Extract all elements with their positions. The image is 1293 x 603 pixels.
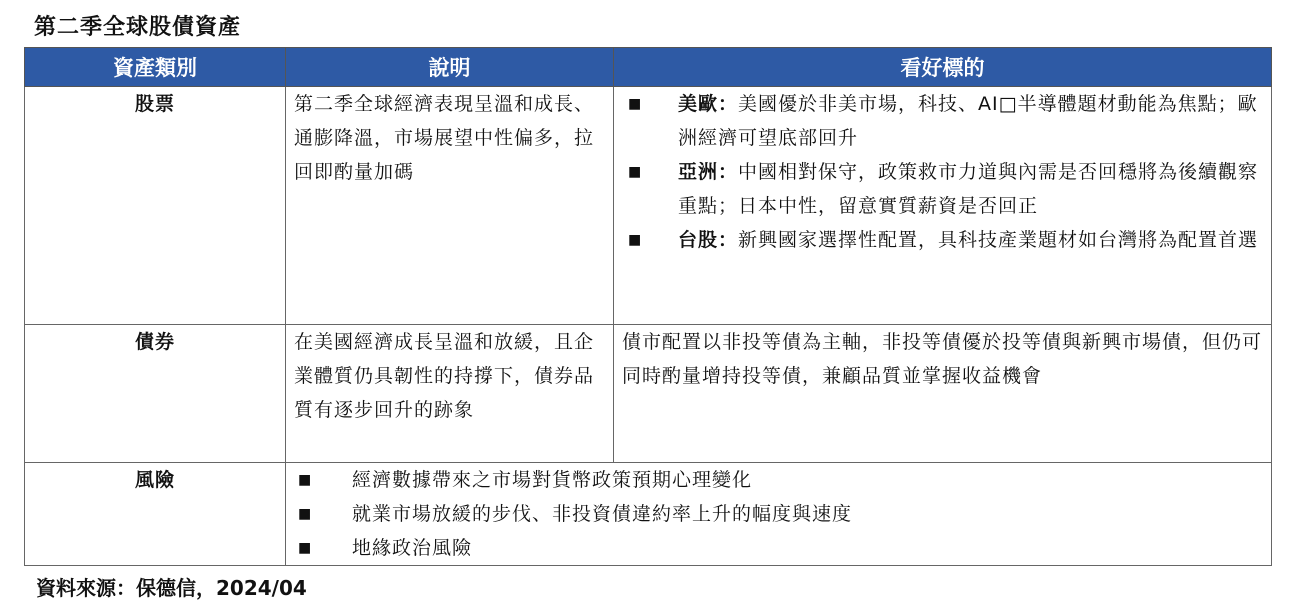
- picks-bond: 債市配置以非投等債為主軸，非投等債優於投等債與新興市場債，但仍可同時酌量增持投等債，兼顧品質並掌握收益機會: [614, 325, 1272, 463]
- table-row-bond: [25, 325, 1272, 463]
- list-item: [294, 531, 1263, 565]
- desc-bond: 在美國經濟成長呈溫和放緩，且企業體質仍具韌性的持撐下，債券品質有逐步回升的跡象: [286, 325, 614, 463]
- category-risk: 風險: [25, 463, 286, 566]
- category-bond: 債券: [25, 325, 286, 463]
- list-item: [622, 223, 1263, 257]
- list-item: [622, 87, 1263, 155]
- risk-items: [286, 463, 1272, 566]
- pick-text: 新興國家選擇性配置，具科技產業題材如台灣將為配置首選: [738, 229, 1259, 251]
- header-description: 說明: [286, 48, 614, 87]
- risk-text: 地緣政治風險: [352, 537, 473, 559]
- pick-text: 美國優於非美市場，科技、AI□半導體題材動能為焦點；歐洲經濟可望底部回升: [678, 93, 1258, 149]
- bullet-square-icon: ■: [298, 506, 313, 522]
- pick-label: 美歐：: [678, 93, 739, 115]
- page-title: 第二季全球股債資產: [34, 15, 242, 40]
- list-item: [294, 497, 1263, 531]
- bullet-square-icon: ■: [628, 232, 643, 248]
- list-item: [622, 155, 1263, 223]
- desc-equity: 第二季全球經濟表現呈溫和成長、通膨降溫，市場展望中性偏多，拉回即酌量加碼: [286, 87, 614, 325]
- picks-equity: [614, 87, 1272, 325]
- table-header-row: [25, 48, 1272, 87]
- table-row-equity: [25, 87, 1272, 325]
- pick-label: 亞洲：: [678, 161, 739, 183]
- category-equity: 股票: [25, 87, 286, 325]
- bullet-square-icon: ■: [628, 164, 643, 180]
- bullet-square-icon: ■: [628, 96, 643, 112]
- table-row-risk: [25, 463, 1272, 566]
- list-item: [294, 463, 1263, 497]
- header-category: 資產類別: [25, 48, 286, 87]
- pick-label: 台股：: [678, 229, 739, 251]
- bullet-square-icon: ■: [298, 472, 313, 488]
- bullet-square-icon: ■: [298, 540, 313, 556]
- pick-text: 中國相對保守，政策救市力道與內需是否回穩將為後續觀察重點；日本中性，留意實質薪資是否回正: [678, 161, 1259, 217]
- risk-text: 經濟數據帶來之市場對貨幣政策預期心理變化: [352, 469, 753, 491]
- risk-text: 就業市場放緩的步伐、非投資債違約率上升的幅度與速度: [352, 503, 853, 525]
- header-picks: 看好標的: [614, 48, 1272, 87]
- asset-table: [24, 47, 1272, 566]
- source-note: 資料來源：保德信，2024/04: [36, 576, 307, 600]
